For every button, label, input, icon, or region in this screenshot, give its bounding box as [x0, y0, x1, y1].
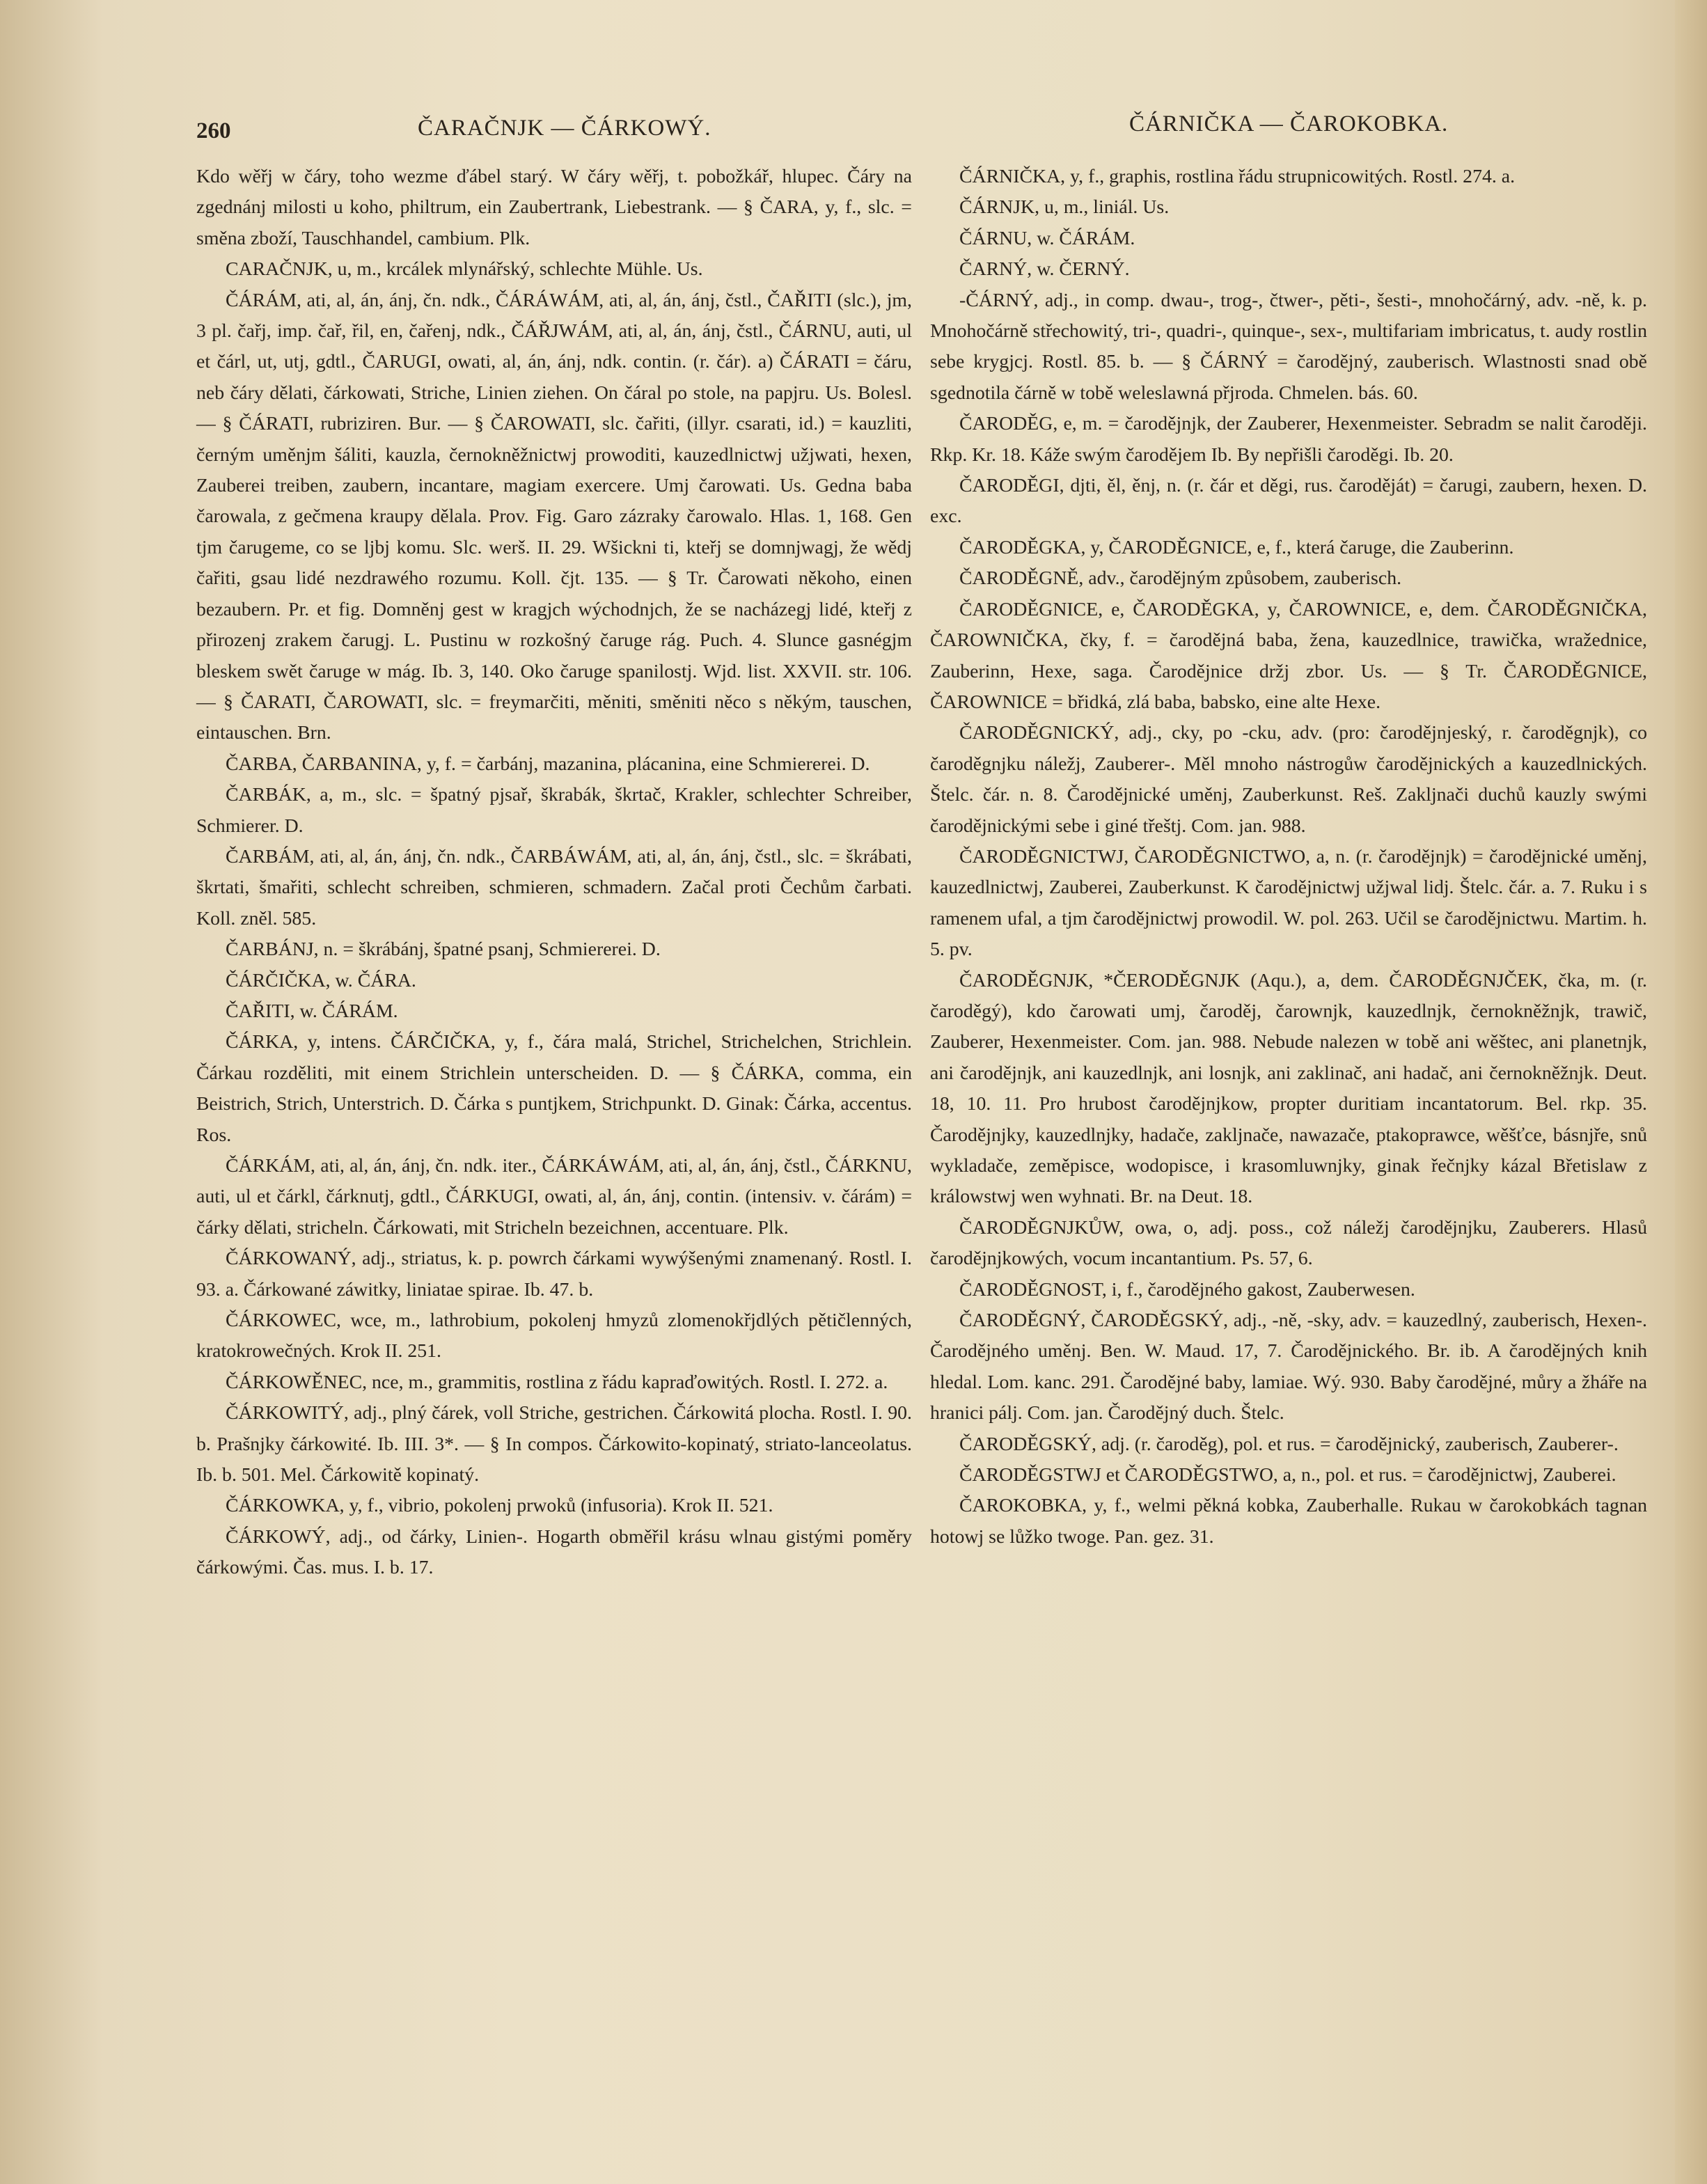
entry-cariti: ČAŘITI, w. ČÁRÁM.	[226, 1000, 398, 1022]
entry-continuation: Kdo wěřj w čáry, toho wezme ďábel starý. W čáry wěřj, t. pobožkář, hlupec. Čáry na zgednánj milosti u koho, philtrum, ein Zaubertrank, Liebestrank. — § ČARA, y, f., slc. = směna zboží, Tauschhandel, cambium. Plk.	[196, 166, 912, 249]
entry-carkowec: ČÁRKOWEC, wce, m., lathrobium, pokolenj hmyzů zlomenokřjdlých pětičlenných, kratokrowečných. Krok II. 251.	[196, 1310, 912, 1362]
entry-carny-comp: -ČÁRNÝ, adj., in comp. dwau-, trog-, čtwer-, pěti-, šesti-, mnohočárný, adv. -ně, k. p. Mnohočárně střechowitý, tri-, quadri-, quinque-, sex-, multifariam imbricatus, t. audy rostlin sebe krygjcj. Rostl. 85. b. — § ČÁRNÝ = čarodějný, zauberisch. Wlastnosti snad obě sgednotila čárně w tobě weleslawná přjroda. Chmelen. bás. 60.	[930, 289, 1647, 404]
entry-carodegnjkuw: ČARODĚGNJKŮW, owa, o, adj. poss., což náležj čarodějnjku, Zauberers. Hlasů čarodějnjkowých, vocum incantantium. Ps. 57, 6.	[930, 1216, 1647, 1270]
entry-carodegstwj: ČARODĚGSTWJ et ČARODĚGSTWO, a, n., pol. et rus. = čarodějnictwj, Zauberei.	[959, 1464, 1616, 1486]
page-header	[188, 111, 1497, 153]
entry-carkowy: ČÁRKOWÝ, adj., od čárky, Linien-. Hogarth obměřil krásu wlnau gistými poměry čárkowými. Čas. mus. I. b. 17.	[196, 1525, 912, 1579]
entry-caram: ČÁRÁM, ati, al, án, ánj, čn. ndk., ČÁRÁWÁM, ati, al, án, ánj, čstl., ČAŘITI (slc.), jm, 3 pl. čařj, imp. čař, řil, en, čařenj, ndk., ČÁŘJWÁM, ati, al, án, ánj, čstl., ČÁRNU, auti, ul et čárl, ut, utj, gdtl., ČARUGI, owati, al, án, ánj, ndk. contin. (r. čár). a) ČÁRATI = čáru, neb čáry dělati, čárkowati, Striche, Linien ziehen. On čáral po stole, na papjru. Us. Bolesl. — § ČÁRATI, rubriziren. Bur. — § ČAROWATI, slc. čařiti, (illyr. csarati, id.) = kauzliti, černým uměnjm šáliti, kauzla, černokněžnictwj prowoditi, kauzedlnictwj užjwati, hexen, Zauberei treiben, zaubern, incantare, magiam exercere. Umj čarowati. Us. Gedna baba čarowala, z gečmena kraupy dělala. Prov. Fig. Garo zázraky čarowalo. Hlas. 1, 168. Gen tjm čarugeme, co se ljbj komu. Slc. werš. II. 29. Wšickni ti, kteřj se domnjwagj, že wědj čařiti, gsau lidé nezdrawého rozumu. Koll. čjt. 135. — § Tr. Čarowati někoho, einen bezaubern. Pr. et fig. Domněnj gest w kragjch wýchodnjch, že se nacházegj lidé, kteřj z přirozenj zrakem čarugj. L. Pustinu w rozkošný čaruge rág. Puch. 4. Slunce gasnégjm bleskem swět čaruge w mág. Ib. 3, 140. Oko čaruge spanilostj. Wjd. list. XXVII. str. 106. — § ČARATI, ČAROWATI, slc. = freymarčiti, měniti, směniti něco s někým, tauschen, eintauschen. Brn.	[196, 289, 912, 744]
entry-carokobka: ČAROKOBKA, y, f., welmi pěkná kobka, Zauberhalle. Rukau w čarokobkách tagnan hotowj se lůžko twoge. Pan. gez. 31.	[930, 1495, 1647, 1548]
entry-carbanj: ČARBÁNJ, n. = škrábánj, špatné psanj, Schmiererei. D.	[226, 938, 661, 961]
entry-carkam: ČÁRKÁM, ati, al, án, ánj, čn. ndk. iter., ČÁRKÁWÁM, ati, al, án, ánj, čstl., ČÁRKNU, auti, ul et čárkl, čárknutj, gdtl., ČÁRKUGI, owati, al, án, ánj, contin. (intensiv. v. čárám) = čárky dělati, stricheln. Čárkowati, mit Stricheln bezeichnen, accentuare. Plk.	[196, 1155, 912, 1239]
entry-carodegny: ČARODĚGNÝ, ČARODĚGSKÝ, adj., -ně, -sky, adv. = kauzedlný, zauberisch, Hexen-. Čarodějného uměnj. Ben. W. Maud. 17, 7. Čarodějnického. Br. ib. A čarodějných knih hledal. Lom. kanc. 291. Čarodějné baby, lamiae. Wý. 930. Baby čarodějné, můry a žháře na hranici pálj. Com. jan. Čarodějný duch. Štelc.	[930, 1310, 1647, 1424]
running-head-left: ČARAČNJK — ČÁRKOWÝ.	[418, 116, 711, 141]
entry-carodegne: ČARODĚGNĚ, adv., čarodějným způsobem, zauberisch.	[959, 567, 1402, 590]
entry-carnjk: ČÁRNJK, u, m., liniál. Us.	[959, 196, 1170, 219]
entry-carodegnicky: ČARODĚGNICKÝ, adj., cky, po -cku, adv. (pro: čarodějnjeský, r. čaroděgnjk), co čaroděgnjku náležj, Zauberer-. Měl mnoho nástrogůw čarodějnických a kauzedlnických. Štelc. čár. n. 8. Čarodějnické uměnj, Zauberkunst. Reš. Zaklјnači duchů kauzly swými čarodějnickými sebe i giné třeštj. Com. jan. 988.	[930, 722, 1647, 837]
entry-carba: ČARBA, ČARBANINA, y, f. = čarbánj, mazanina, plácanina, eine Schmiererei. D.	[226, 753, 870, 775]
entry-carnu: ČÁRNU, w. ČÁRÁM.	[959, 227, 1135, 249]
entry-caracnjk: CARAČNJK, u, m., krcálek mlynářský, schlechte Mühle. Us.	[226, 258, 703, 281]
entry-carkowka: ČÁRKOWKA, y, f., vibrio, pokolenj prwoků (infusoria). Krok II. 521.	[226, 1495, 773, 1517]
entry-carkowenec: ČÁRKOWĚNEC, nce, m., grammitis, rostlina z řádu kapraďowitých. Rostl. I. 272. a.	[226, 1371, 888, 1393]
entry-caradeg: ČARODĚG, e, m. = čarodějnjk, der Zauberer, Hexenmeister. Sebradm se nalit čaroději. Rkp. Kr. 18. Káže swým čarodějem Ib. By nepřišli čaroděgi. Ib. 20.	[930, 413, 1647, 466]
running-head-right: ČÁRNIČKA — ČAROKOBKA.	[1129, 111, 1449, 136]
entry-carcicka: ČÁRČIČKA, w. ČÁRA.	[226, 969, 416, 991]
entry-carodegsky: ČARODĚGSKÝ, adj. (r. čaroděg), pol. et rus. = čarodějnický, zauberisch, Zauberer-.	[959, 1433, 1619, 1455]
entry-carbam: ČARBÁM, ati, al, án, ánj, čn. ndk., ČARBÁWÁM, ati, al, án, ánj, čstl., slc. = škrábati, škrtati, šmařiti, schlecht schreiben, schmieren, schmadern. Začal proti Čechům čarbati. Koll. zněl. 585.	[196, 845, 912, 929]
entry-carkowany: ČÁRKOWANÝ, adj., striatus, k. p. powrch čárkami wywýšenými znamenaný. Rostl. I. 93. a. Čárkowané záwitky, liniatae spirae. Ib. 47. b.	[196, 1248, 912, 1301]
entry-carbak: ČARBÁK, a, m., slc. = špatný pjsař, škrabák, škrtač, Krakler, schlechter Schreiber, Schmierer. D.	[196, 784, 912, 837]
entry-carodegnost: ČARODĚGNOST, i, f., čarodějného gakost, Zauberwesen.	[959, 1278, 1415, 1301]
entry-carodegnice: ČARODĚGNICE, e, ČARODĚGKA, y, ČAROWNICE, e, dem. ČARODĚGNIČKA, ČAROWNIČKA, čky, f. = čarodějná baba, žena, kauzedlnice, trawička, wražednice, Zauberinn, Hexe, saga. Čarodějnice držj zbor. Us. — § Tr. ČARODĚGNICE, ČAROWNICE = břidká, zlá baba, babsko, eine alte Hexe.	[930, 598, 1647, 713]
page-edge	[1675, 0, 1707, 2184]
entry-carodegka: ČARODĚGKA, y, ČARODĚGNICE, e, f., která čaruge, die Zauberinn.	[959, 536, 1514, 558]
entry-carkowity: ČÁRKOWITÝ, adj., plný čárek, voll Striche, gestrichen. Čárkowitá plocha. Rostl. I. 90. b. Prašnjky čárkowité. Ib. III. 3*. — § In compos. Čárkowito-kopinatý, striato-lanceolatus. Ib. b. 501. Mel. Čárkowitě kopinatý.	[196, 1402, 912, 1486]
left-column	[196, 162, 912, 1584]
entry-carodegnjk: ČARODĚGNJK, *ČERODĚGNJK (Aqu.), a, dem. ČARODĚGNJČEK, čka, m. (r. čaroděgý), kdo čarowati umj, čaroděj, čarownjk, kauzedlnjk, černokněžnjk, trawič, Zauberer, Hexenmeister. Com. jan. 988. Nebude nalezen w tobě ani wěštec, ani planetnjk, ani čarodějnjk, ani kauzedlnjk, ani losnjk, ani zaklinač, ani hadač, ani černokněžnjk. Deut. 18, 10. 11. Pro hrubost čarodějnjkow, propter duritiam incantatorum. Bel. rkp. 35. Čarodějnjky, kauzedlnjky, hadače, zaklјnače, nawazače, ptakoprawce, wěšťce, básnjře, snů wykladače, zeměpisce, wodopisce, i krasomluwnjky, ginak řečnjky kázal Břetislaw z králowstwj wen wyhnati. Br. na Deut. 18.	[930, 969, 1647, 1208]
entry-carodegnictwj: ČARODĚGNICTWJ, ČARODĚGNICTWO, a, n. (r. čarodějnjk) = čarodějnické uměnj, kauzedlnictwj, Zauberei, Zauberkunst. K čarodějnictwj užjwal lidj. Štelc. čár. a. 7. Ruku i s ramenem ufal, a tjm čarodějnictwj prowodil. W. pol. 263. Učil se čarodějnictwu. Martim. h. 5. pv.	[930, 845, 1647, 961]
right-column	[930, 162, 1647, 1553]
entry-carny-ref: ČARNÝ, w. ČERNÝ.	[959, 258, 1130, 281]
entry-carka: ČÁRKA, y, intens. ČÁRČIČKA, y, f., čára malá, Strichel, Strichelchen, Strichlein. Čárkau rozděliti, mit einem Strichlein unterscheiden. D. — § ČÁRKA, comma, ein Beistrich, Strich, Unterstrich. D. Čárka s puntjkem, Strichpunkt. D. Ginak: Čárka, accentus. Ros.	[196, 1031, 912, 1146]
entry-carodegi: ČARODĚGI, djti, ěl, ěnj, n. (r. čár et děgi, rus. čaroděját) = čarugi, zaubern, hexen. D. exc.	[930, 475, 1647, 528]
entry-carnicka: ČÁRNIČKA, y, f., graphis, rostlina řádu strupnicowitých. Rostl. 274. a.	[959, 166, 1516, 187]
page-number: 260	[196, 118, 231, 143]
